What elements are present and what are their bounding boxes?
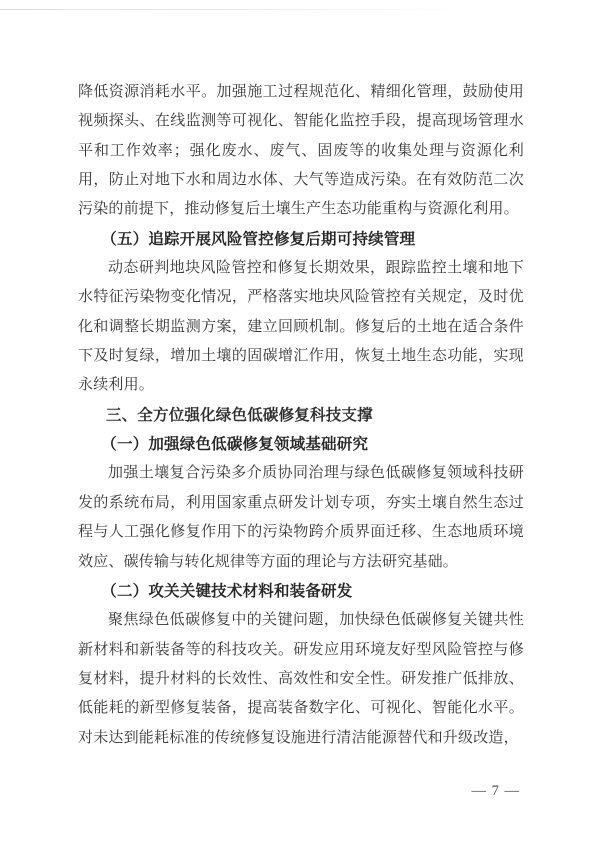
section-heading-3-sci-tech-support: 三、全方位强化绿色低碳修复科技支撑 (105, 406, 373, 424)
page-number: — 7 — (471, 783, 520, 799)
subsection-heading-1-basic-research: （一）加强绿色低碳修复领域基础研究 (101, 436, 369, 454)
paragraph-key-technology: 聚焦绿色低碳修复中的关键问题，加快绿色低碳修复关键共性新材料和新装备等的科技攻关。研发应用环境友好型风险管控与修复材料，提升材料的长效性、高效性和安全性。研发推广低排放、低能耗的新型修复装备，提高装备数字化、可视化、智能化水平。对未达到能耗标准的传统修复设施进行清洁能源替代和升级改造， (78, 612, 524, 746)
paragraph-basic-research: 加强土壤复合污染多介质协同治理与绿色低碳修复领域科技研发的系统布局，利用国家重点研发计划专项，夯实土壤自然生态过程与人工强化修复作用下的污染物跨介质界面迁移、生态地质环境效应、碳传输与转化规律等方面的理论与方法研究基础。 (78, 465, 524, 570)
subsection-heading-5-post-remediation-management: （五）追踪开展风险管控修复后期可持续管理 (101, 230, 416, 248)
page-scan-edge-line (0, 9, 470, 10)
subsection-heading-2-key-technology: （二）攻关关键技术材料和装备研发 (101, 582, 353, 600)
paragraph-resource-consumption: 降低资源消耗水平。加强施工过程规范化、精细化管理，鼓励使用视频探头、在线监测等可视化、智能化监控手段，提高现场管理水平和工作效率；强化废水、废气、固废等的收集处理与资源化利用，防止对地下水和周边水体、大气等造成污染。在有效防范二次污染的前提下，推动修复后土壤生产生态功能重构与资源化利用。 (78, 84, 524, 218)
paragraph-risk-control-monitoring: 动态研判地块风险管控和修复长期效果，跟踪监控土壤和地下水特征污染物变化情况，严格落实地块风险管控有关规定，及时优化和调整长期监测方案，建立回顾机制。修复后的土地在适合条件下及时复绿，增加土壤的固碳增汇作用，恢复土地生态功能，实现永续利用。 (78, 260, 524, 394)
document-content (78, 78, 524, 753)
